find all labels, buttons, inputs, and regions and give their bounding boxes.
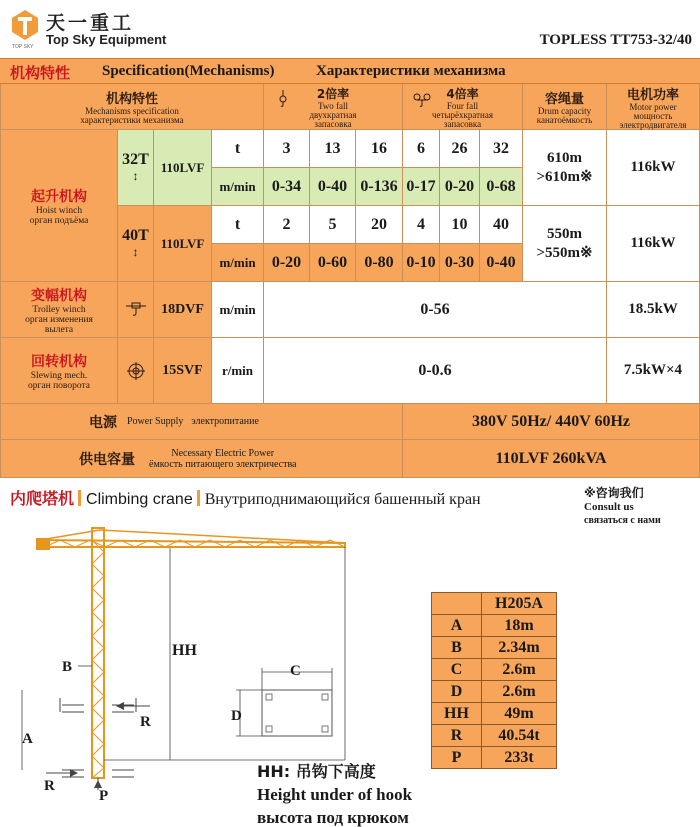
consult-en: Consult us [584, 501, 634, 513]
trolley-value: 0-56 [264, 282, 607, 338]
table-row [432, 681, 557, 703]
power-40t: 116kW [607, 206, 700, 282]
table-row [432, 747, 557, 769]
motor-en: Motor power [629, 101, 677, 112]
hh-line-cn: HH: 吊钩下高度 [257, 762, 376, 781]
drum-cn: 容绳量 [544, 92, 584, 107]
drum-32t-1: 610m [547, 149, 582, 166]
necessary-power-en: Necessary Electric Power [171, 447, 275, 459]
trolley-icon [125, 302, 147, 318]
t32-cell: 3 [264, 130, 310, 168]
speed32-cell: 0-68 [480, 168, 523, 206]
header-drum-capacity [523, 84, 607, 130]
climbing-title-cn: 内爬塔机 [10, 489, 75, 508]
speed-label-32: m/min [212, 168, 264, 206]
consult-note [584, 486, 661, 528]
hh-explanation [257, 760, 412, 827]
dimension-key: D [432, 681, 482, 703]
power-supply-label [0, 404, 403, 440]
power-supply-value: 380V 50Hz/ 440V 60Hz [403, 404, 700, 440]
speed-label-40: m/min [212, 244, 264, 282]
hh-line-ru: высота под крюком [257, 808, 409, 827]
trolley-cn: 变幅机构 [31, 287, 87, 304]
motor-40t: 110LVF [154, 206, 212, 282]
speed40-cell: 0-10 [403, 244, 440, 282]
power-32t: 116kW [607, 130, 700, 206]
dimension-value: 18m [482, 615, 557, 637]
t32-cell: 13 [310, 130, 356, 168]
power-supply-cn: 电源 [89, 414, 117, 431]
dimension-value: 233t [482, 747, 557, 769]
section-title-cn: 机构特性 [10, 64, 71, 82]
power-supply-ru: электропитание [191, 416, 259, 427]
speed40-cell: 0-30 [440, 244, 480, 282]
speed40-cell: 0-20 [264, 244, 310, 282]
four-fall-ru2: запасовка [443, 118, 482, 129]
dimension-key: C [432, 659, 482, 681]
climbing-title-ru: Внутриподнимающийся башенный кран [204, 491, 481, 508]
dimension-header-model: H205A [482, 593, 557, 615]
trolley-motor: 18DVF [154, 282, 212, 338]
label-b: B [62, 659, 73, 675]
trolley-power: 18.5kW [607, 282, 700, 338]
slewing-value: 0-0.6 [264, 338, 607, 404]
slewing-label [0, 338, 118, 404]
load-40t-label: 40T [122, 227, 149, 244]
slewing-ru: орган поворота [28, 380, 90, 391]
dimension-value: 2.6m [482, 659, 557, 681]
label-d: D [231, 708, 242, 724]
t32-cell: 6 [403, 130, 440, 168]
necessary-power-value: 110LVF 260kVA [403, 440, 700, 478]
consult-cn: ※咨询我们 [584, 486, 644, 500]
dimension-key: HH [432, 703, 482, 725]
necessary-power-label [0, 440, 403, 478]
t40-cell: 40 [480, 206, 523, 244]
hoist-cn: 起升机构 [31, 188, 87, 205]
trolley-unit: m/min [212, 282, 264, 338]
consult-ru: связаться с нами [584, 515, 661, 526]
motor-cn: 电机功率 [626, 87, 679, 103]
speed32-cell: 0-34 [264, 168, 310, 206]
table-row [432, 703, 557, 725]
title-divider [78, 490, 81, 506]
crane-jib [36, 530, 345, 550]
speed40-cell: 0-40 [480, 244, 523, 282]
load-32t [118, 130, 154, 206]
table-row [432, 637, 557, 659]
arrow-updown-icon: ↕ [132, 245, 139, 259]
arrow-updown-icon: ↕ [132, 169, 139, 183]
drum-32t [523, 130, 607, 206]
label-r-lower: R [44, 778, 55, 794]
motor-ru2: электродвигателя [619, 119, 687, 130]
section-title-bar [0, 58, 700, 84]
two-fall-ru2: запасовка [314, 118, 352, 129]
t32-cell: 26 [440, 130, 480, 168]
motor-ru1: мощность [633, 110, 673, 121]
dimension-value: 40.54t [482, 725, 557, 747]
power-supply-en: Power Supply [127, 416, 184, 427]
load-40t [118, 206, 154, 282]
model-name: TOPLESS TT753-32/40 [539, 32, 692, 48]
label-p: P [99, 788, 109, 804]
trolley-en: Trolley winch [32, 304, 86, 315]
slewing-power: 7.5kW×4 [607, 338, 700, 404]
dimension-key: B [432, 637, 482, 659]
slewing-motor: 15SVF [154, 338, 212, 404]
header-mech-cn: 机构特性 [105, 92, 158, 107]
t40-cell: 2 [264, 206, 310, 244]
climbing-title [10, 486, 481, 509]
page-header [0, 0, 700, 58]
drum-en: Drum capacity [537, 106, 592, 116]
header-motor-power [607, 84, 700, 130]
label-c: C [290, 663, 301, 679]
trolley-ru1: орган изменения [25, 314, 93, 325]
section-plan [231, 663, 332, 736]
hoist-ru: орган подъёма [29, 215, 89, 226]
four-fall-en: Four fall [446, 100, 479, 111]
table-row [432, 615, 557, 637]
necessary-power-cn: 供电容量 [79, 451, 135, 468]
dimension-key: A [432, 615, 482, 637]
t40-cell: 20 [356, 206, 403, 244]
speed32-cell: 0-20 [440, 168, 480, 206]
header-four-fall [403, 84, 523, 130]
drum-ru: канатоёмкость [536, 115, 593, 125]
dimension-header-empty [432, 593, 482, 615]
motor-32t: 110LVF [154, 130, 212, 206]
drum-40t [523, 206, 607, 282]
drum-32t-2: >610m※ [536, 168, 593, 185]
table-row [432, 659, 557, 681]
slewing-en: Slewing mech. [30, 370, 88, 381]
slewing-icon-cell [118, 338, 154, 404]
dimension-key: P [432, 747, 482, 769]
t40-cell: 4 [403, 206, 440, 244]
four-fall-ru1: четырёхкратная [431, 109, 493, 120]
hoist-label [0, 130, 118, 282]
company-logo-icon [10, 8, 40, 42]
section-title-ru: Характеристики механизма [316, 63, 506, 79]
two-fall-cn: 2倍率 [316, 86, 350, 101]
speed32-cell: 0-17 [403, 168, 440, 206]
drum-40t-2: >550m※ [536, 244, 593, 261]
spec-table [0, 84, 700, 480]
necessary-power-ru: ёмкость питающего электричества [149, 458, 297, 470]
slewing-icon [126, 361, 146, 381]
slewing-cn: 回转机构 [31, 353, 87, 370]
hh-line-en: Height under of hook [257, 785, 413, 804]
hoist-en: Hoist winch [35, 205, 83, 216]
label-hh: HH [172, 642, 197, 659]
t32-cell: 32 [480, 130, 523, 168]
company-name-en: Top Sky Equipment [46, 32, 167, 47]
dimension-key: R [432, 725, 482, 747]
dimension-table [431, 592, 557, 769]
dimension-value: 2.6m [482, 681, 557, 703]
section-title-en: Specification(Mechanisms) [102, 63, 275, 79]
header-mech-en: Mechanisms specification [85, 106, 179, 116]
speed32-cell: 0-136 [356, 168, 403, 206]
header-two-fall [264, 84, 403, 130]
trolley-ru2: вылета [44, 324, 74, 335]
four-fall-hook-icon [411, 90, 433, 108]
slewing-unit: r/min [212, 338, 264, 404]
four-fall-cn: 4倍率 [446, 86, 479, 101]
load-32t-label: 32T [122, 151, 149, 168]
speed40-cell: 0-60 [310, 244, 356, 282]
t40-cell: 5 [310, 206, 356, 244]
dimension-table-header [432, 593, 557, 615]
t-label-32: t [212, 130, 264, 168]
t40-cell: 10 [440, 206, 480, 244]
trolley-label [0, 282, 118, 338]
crane-mast [92, 528, 104, 778]
dimension-value: 2.34m [482, 637, 557, 659]
company-name-cn: 天一重工 [46, 12, 135, 34]
t32-cell: 16 [356, 130, 403, 168]
header-mechanisms [0, 84, 264, 130]
speed40-cell: 0-80 [356, 244, 403, 282]
t-label-40: t [212, 206, 264, 244]
table-row [432, 725, 557, 747]
two-fall-en: Two fall [317, 100, 349, 111]
header-mech-ru: характеристики механизма [80, 115, 184, 125]
dimension-value: 49m [482, 703, 557, 725]
trolley-icon-cell [118, 282, 154, 338]
title-divider [197, 490, 200, 506]
two-fall-hook-icon [278, 90, 288, 108]
label-r-upper: R [140, 714, 151, 730]
climbing-title-en: Climbing crane [86, 491, 193, 508]
speed32-cell: 0-40 [310, 168, 356, 206]
two-fall-ru1: двухкратная [309, 109, 357, 120]
logo-caption: TOP SKY [12, 44, 34, 50]
drum-40t-1: 550m [547, 225, 582, 242]
label-a: A [22, 731, 33, 747]
